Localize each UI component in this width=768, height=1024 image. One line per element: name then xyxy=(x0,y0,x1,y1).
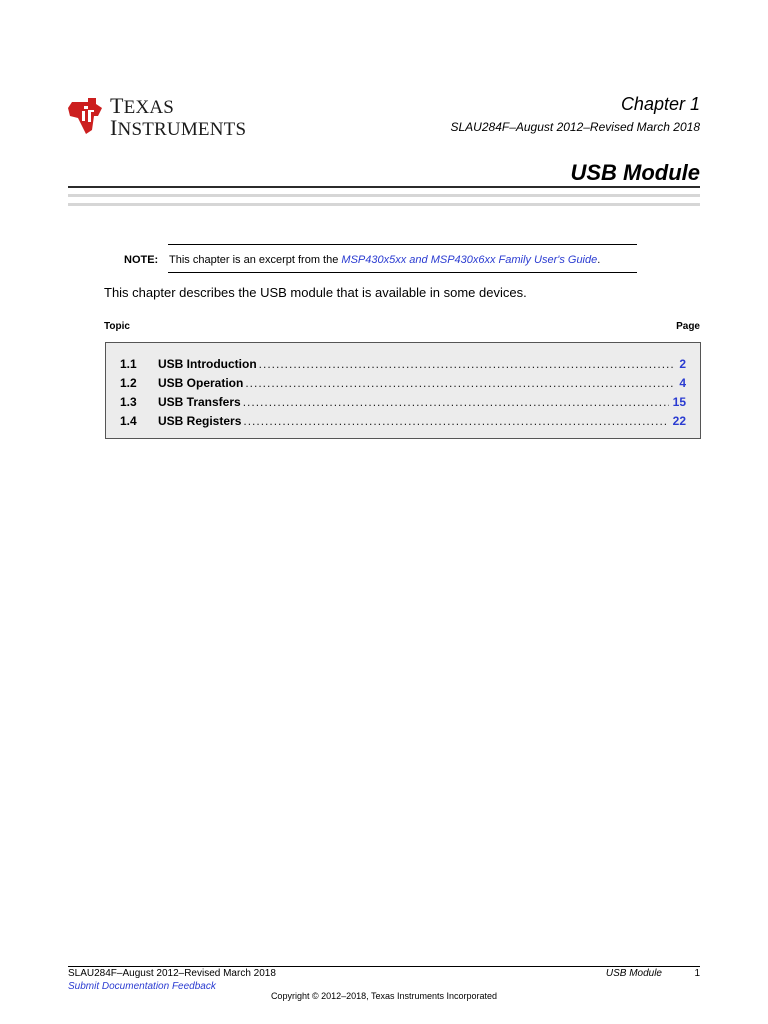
toc-leader-dots xyxy=(245,376,675,390)
toc-entry-number: 1.3 xyxy=(120,395,137,409)
toc-entry-page-link[interactable]: 15 xyxy=(672,395,686,409)
logo-wordmark xyxy=(110,93,247,140)
note-text xyxy=(169,254,600,266)
toc-entry-page-link[interactable]: 4 xyxy=(679,376,686,390)
footer-copyright: Copyright © 2012–2018, Texas Instruments Incorporated xyxy=(270,991,498,1001)
footer-document-id: SLAU284F–August 2012–Revised March 2018 xyxy=(68,968,276,979)
toc-leader-dots xyxy=(243,414,668,428)
logo-line-instruments xyxy=(110,115,247,140)
logo-rest-nstruments: NSTRUMENTS xyxy=(117,119,247,140)
ti-logo-icon xyxy=(68,96,104,136)
chapter-label: Chapter 1 xyxy=(620,94,700,114)
title-rule xyxy=(68,186,700,188)
toc-entry-title: USB Operation xyxy=(158,376,244,390)
note-text-before: This chapter is an excerpt from the xyxy=(169,254,342,266)
footer-page-number: 1 xyxy=(694,968,700,979)
toc-entry-title: USB Introduction xyxy=(158,357,257,371)
logo-cap-i: I xyxy=(110,115,118,140)
title-rule xyxy=(68,194,700,197)
toc-entry-number: 1.4 xyxy=(120,414,137,428)
toc-topic-header: Topic xyxy=(104,321,130,332)
toc-entry-title: USB Transfers xyxy=(158,395,241,409)
intro-paragraph: This chapter describes the USB module that is available in some devices. xyxy=(104,285,527,300)
toc-header xyxy=(104,321,700,332)
logo-line-texas xyxy=(110,93,246,118)
logo-cap-t: T xyxy=(110,93,124,118)
note-label: NOTE: xyxy=(124,254,159,266)
toc-leader-dots xyxy=(259,357,676,371)
toc-page-header: Page xyxy=(676,321,700,332)
note-rule-bottom xyxy=(168,272,637,273)
ti-logo xyxy=(68,93,247,140)
toc-entry[interactable] xyxy=(120,414,686,430)
toc-entry[interactable] xyxy=(120,357,686,373)
toc-entry-number: 1.2 xyxy=(120,376,137,390)
logo-rest-exas: EXAS xyxy=(123,97,175,118)
title-rules xyxy=(68,186,700,212)
submit-feedback-link[interactable]: Submit Documentation Feedback xyxy=(68,981,216,992)
toc-entry-page-link[interactable]: 22 xyxy=(672,414,686,428)
footer-rule xyxy=(68,966,700,967)
note-rule-top xyxy=(168,244,637,245)
note-text-after: . xyxy=(597,254,601,266)
footer-section-name: USB Module xyxy=(605,968,662,979)
toc-entry-title: USB Registers xyxy=(158,414,242,428)
toc-entry[interactable] xyxy=(120,395,686,411)
users-guide-link[interactable]: MSP430x5xx and MSP430x6xx Family User's Guide xyxy=(341,254,598,266)
toc-box xyxy=(105,342,701,439)
document-id-header: SLAU284F–August 2012–Revised March 2018 xyxy=(450,120,700,134)
toc-leader-dots xyxy=(243,395,669,409)
toc-entry[interactable] xyxy=(120,376,686,392)
toc-entry-page-link[interactable]: 2 xyxy=(679,357,686,371)
chapter-title: USB Module xyxy=(570,160,700,185)
title-rule xyxy=(68,203,700,206)
toc-entry-number: 1.1 xyxy=(120,357,137,371)
